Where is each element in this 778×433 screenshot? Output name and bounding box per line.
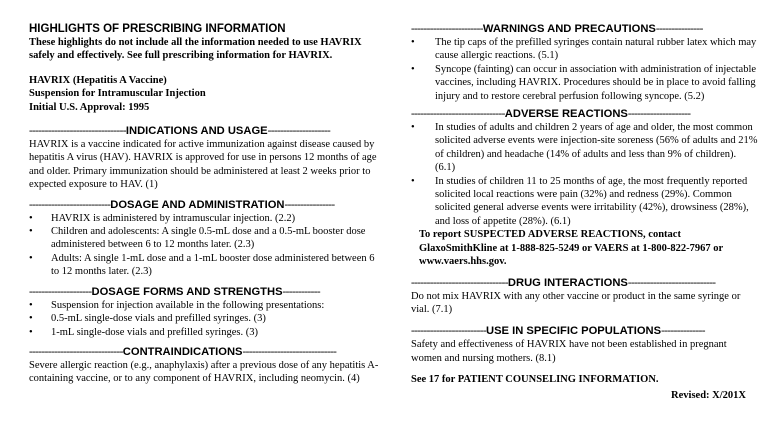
highlights-title: HIGHLIGHTS OF PRESCRIBING INFORMATION [29, 23, 286, 35]
populations-text: Safety and effectiveness of HAVRIX have not been established in pregnant women and nursing mothers. (8.1) [411, 339, 727, 364]
section-heading-dosage: --------------------------DOSAGE AND ADMINISTRATION---------------- [29, 198, 335, 211]
revised-date: Revised: X/201X [671, 389, 746, 401]
section-heading-populations: ------------------------USE IN SPECIFIC POPULATIONS-------------- [411, 325, 705, 338]
forms-list [29, 299, 379, 339]
product-form: Suspension for Intramuscular Injection [29, 88, 206, 100]
list-item: • HAVRIX is administered by intramuscular injection. (2.2) [29, 212, 296, 224]
list-item: • Suspension for injection available in the following presentations: [29, 299, 325, 311]
left-column [29, 0, 379, 386]
contraindications-text: Severe allergic reaction (e.g., anaphylaxis) after a previous dose of any hepatitis A-containing vaccine, or to any component of HAVRIX, including neomycin. (4) [29, 359, 379, 385]
patient-counseling-note: See 17 for PATIENT COUNSELING INFORMATION. [411, 374, 659, 386]
section-heading-warnings: -----------------------WARNINGS AND PRECAUTIONS--------------- [411, 23, 703, 35]
list-item: • 0.5-mL single-dose vials and prefilled syringes. (3) [29, 313, 266, 325]
interactions-text: Do not mix HAVRIX with any other vaccine or product in the same syringe or vial. (7.1) [411, 290, 741, 315]
right-column [411, 0, 758, 402]
list-item: • In studies of adults and children 2 years of age and older, the most common solicited adverse events were injection-site soreness (56% of adults and 21% of children) and headache (14% of adults and less than 9% of children). (6.1) [411, 122, 758, 174]
highlights-intro: These highlights do not include all the information needed to use HAVRIX safely and effectively. See full prescribing information for HAVRIX. [29, 37, 362, 62]
section-heading-contraindications: ------------------------------CONTRAINDICATIONS------------------------------ [29, 345, 337, 358]
indications-text: HAVRIX is a vaccine indicated for active immunization against disease caused by hepatitis A virus (HAV). HAVRIX is approved for use in persons 12 months of age and older. Primary immunization should be administered at least 2 weeks prior to expected exposure to HAV. (1) [29, 139, 377, 191]
section-heading-forms: --------------------DOSAGE FORMS AND STRENGTHS------------ [29, 285, 321, 298]
adverse-list [411, 121, 758, 228]
list-item: • Syncope (fainting) can occur in association with administration of injectable vaccines, including HAVRIX. Procedures should be in place to avoid falling injury and to restore cerebral perfusion following syncope. (5.2) [411, 63, 757, 102]
dosage-list [29, 212, 379, 279]
list-item: • The tip caps of the prefilled syringes contain natural rubber latex which may cause allergic reactions. (5.1) [411, 37, 757, 62]
section-heading-interactions: -------------------------------DRUG INTERACTIONS---------------------------- [411, 276, 716, 289]
warnings-list [411, 36, 758, 103]
initial-approval: Initial U.S. Approval: 1995 [29, 101, 150, 113]
list-item: • Adults: A single 1-mL dose and a 1-mL booster dose administered between 6 to 12 months later. (2.3) [29, 252, 375, 278]
list-item: • In studies of children 11 to 25 months of age, the most frequently reported solicited local reactions were pain (32%) and redness (29%). Common solicited general adverse events were irritability (42%), drowsiness (28%), and loss of appetite (28%). (6.1) [411, 175, 749, 227]
section-heading-indications: -------------------------------INDICATIONS AND USAGE-------------------- [29, 125, 331, 138]
section-heading-adverse: ------------------------------ADVERSE REACTIONS-------------------- [411, 108, 691, 121]
product-name: HAVRIX (Hepatitis A Vaccine) [29, 74, 167, 86]
list-item: • 1-mL single-dose vials and prefilled syringes. (3) [29, 326, 258, 338]
report-contact: To report SUSPECTED ADVERSE REACTIONS, contact GlaxoSmithKline at 1-888-825-5249 or VAERS at 1-800-822-7967 or www.vaers.hhs.gov. [419, 229, 724, 268]
list-item: • Children and adolescents: A single 0.5-mL dose and a 0.5-mL booster dose administered between 6 to 12 months later. (2.3) [29, 226, 366, 251]
